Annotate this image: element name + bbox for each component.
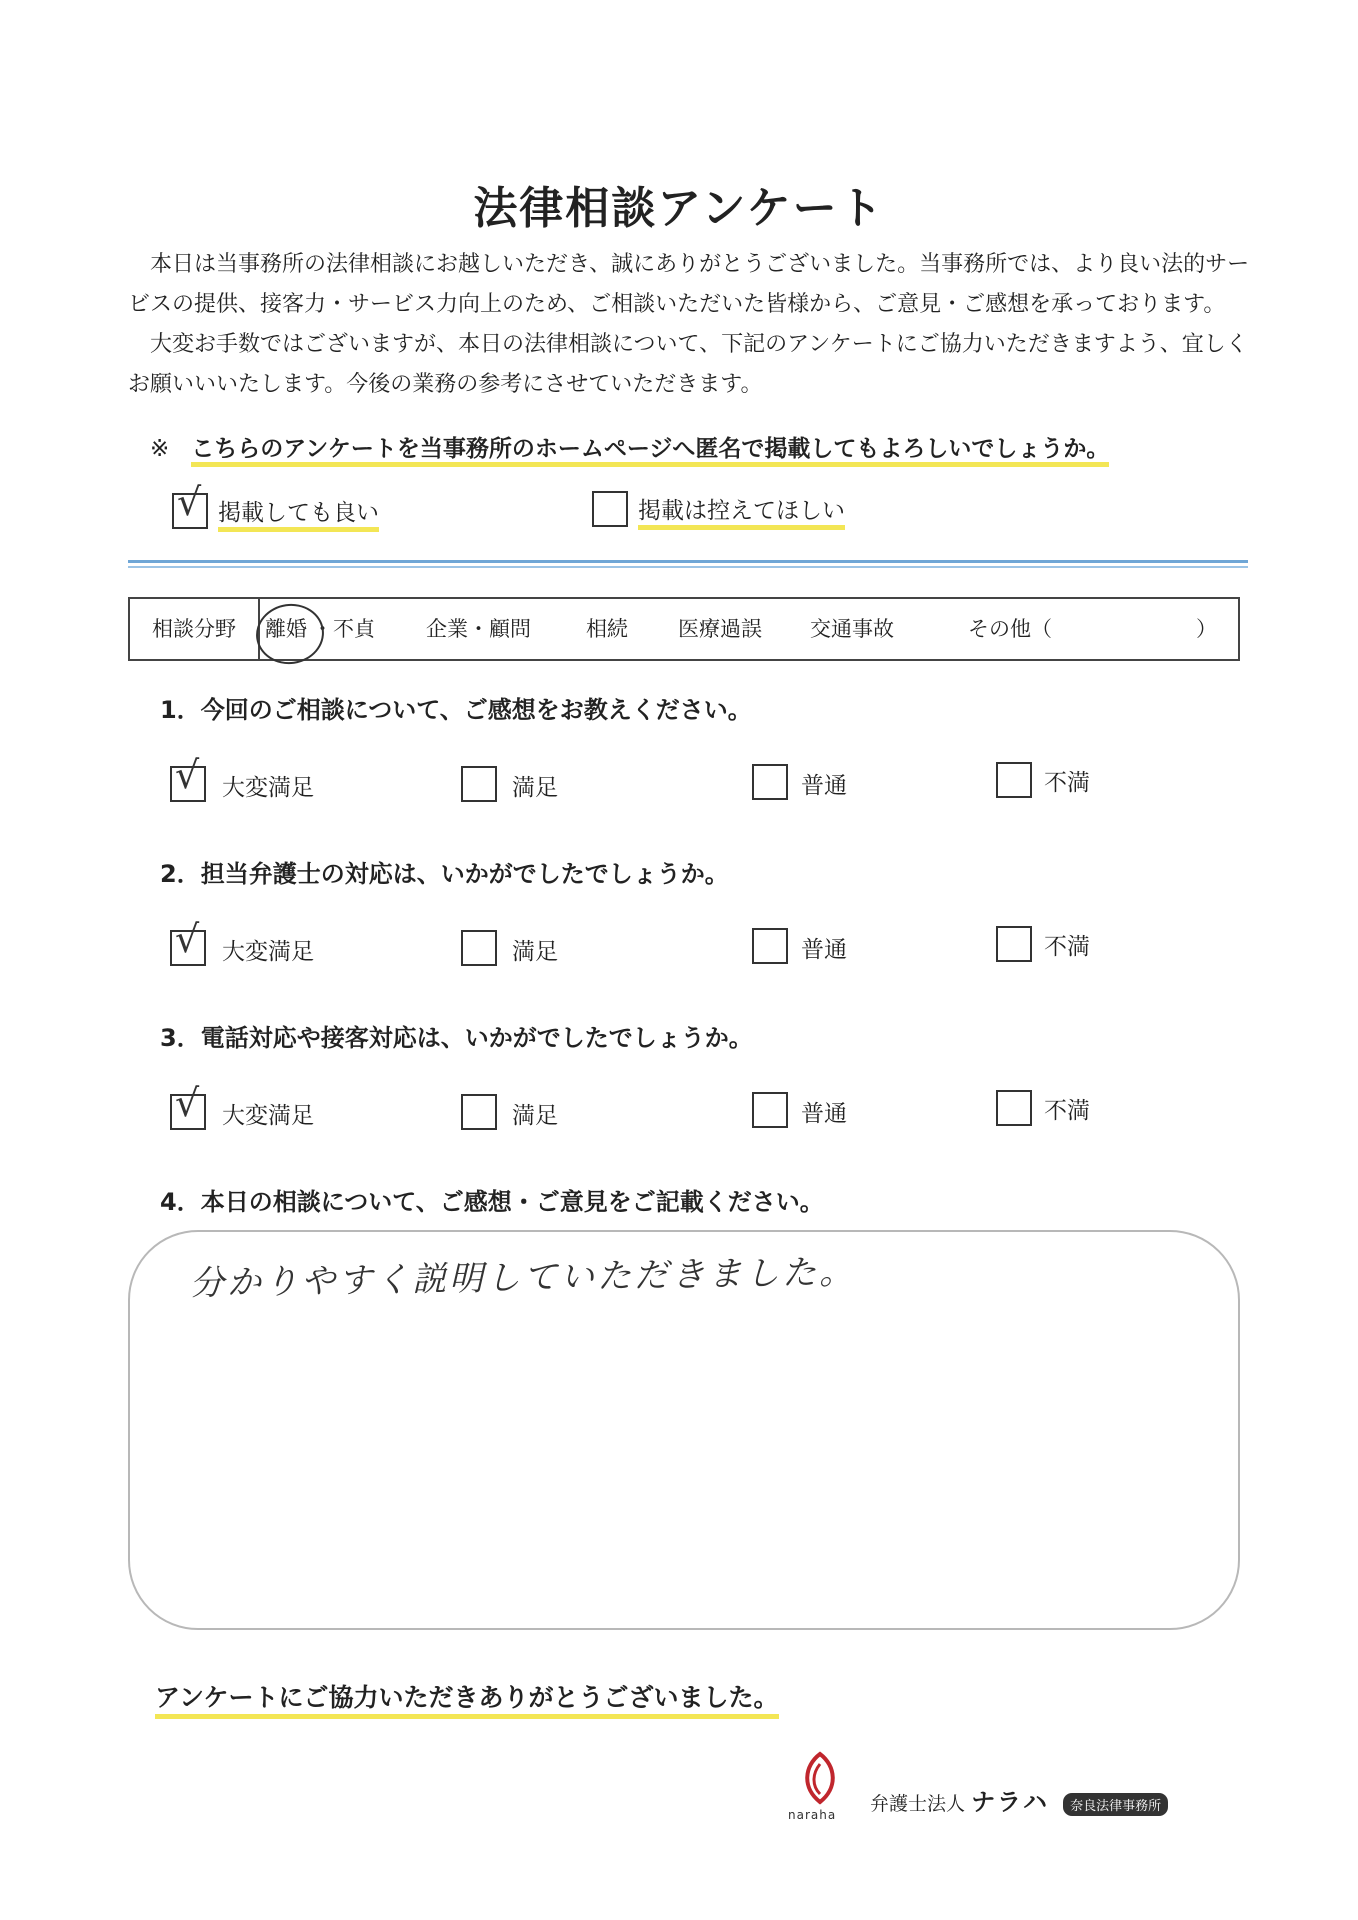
question-2 bbox=[160, 854, 729, 889]
consent-allow-label: 掲載しても良い bbox=[218, 494, 379, 532]
question-number: 1． bbox=[160, 696, 201, 724]
q2-satisfied-checkbox[interactable] bbox=[461, 930, 497, 966]
question-text: 電話対応や接客対応は、いかがでしたでしょうか。 bbox=[200, 1024, 753, 1052]
q3-satisfied-checkbox[interactable] bbox=[461, 1094, 497, 1130]
category-infidelity[interactable]: ・不貞 bbox=[312, 617, 375, 641]
q3-very-satisfied-label: 大変満足 bbox=[222, 1103, 314, 1129]
firm-name: ナラハ bbox=[971, 1788, 1050, 1816]
intro-paragraph-1: 本日は当事務所の法律相談にお越しいただき、誠にありがとうございました。当事務所では、より良い法的サービスの提供、接客力・サービス力向上のため、ご相談いただいた皆様から、ご意見・ご感想を承っております。 bbox=[128, 252, 1250, 317]
q2-normal-label: 普通 bbox=[801, 937, 847, 963]
q1-satisfied-checkbox[interactable] bbox=[461, 766, 497, 802]
note-mark: ※ bbox=[150, 436, 170, 462]
consent-allow-checkbox[interactable] bbox=[172, 480, 208, 529]
category-inheritance[interactable]: 相続 bbox=[586, 617, 628, 641]
question-number: 2． bbox=[160, 860, 201, 888]
check-mark-icon: √ bbox=[175, 917, 200, 961]
q3-very-satisfied-checkbox[interactable] bbox=[170, 1081, 206, 1130]
category-divorce[interactable]: 離婚 bbox=[265, 617, 307, 641]
q1-dissatisfied-label: 不満 bbox=[1044, 770, 1090, 796]
consent-question-text: こちらのアンケートを当事務所のホームページへ匿名で掲載してもよろしいでしょうか。 bbox=[191, 436, 1109, 467]
q2-dissatisfied-label: 不満 bbox=[1044, 934, 1090, 960]
question-3 bbox=[160, 1018, 753, 1053]
q3-normal-label: 普通 bbox=[801, 1101, 847, 1127]
q2-dissatisfied-checkbox[interactable] bbox=[996, 926, 1032, 962]
firm-signature bbox=[870, 1782, 1168, 1817]
thanks-message: アンケートにご協力いただきありがとうございました。 bbox=[155, 1678, 779, 1719]
consent-question bbox=[150, 430, 1109, 463]
section-divider bbox=[128, 560, 1248, 563]
q2-very-satisfied-label: 大変満足 bbox=[222, 939, 314, 965]
check-mark-icon: √ bbox=[175, 753, 200, 797]
q1-normal-checkbox[interactable] bbox=[752, 764, 788, 800]
question-4 bbox=[160, 1182, 824, 1217]
category-medical-malpractice[interactable]: 医療過誤 bbox=[678, 617, 762, 641]
question-number: 4． bbox=[160, 1188, 201, 1216]
q2-satisfied-label: 満足 bbox=[512, 939, 558, 965]
q1-satisfied-label: 満足 bbox=[512, 775, 558, 801]
question-number: 3． bbox=[160, 1024, 201, 1052]
handwritten-answer: 分かりやすく説明していただきました。 bbox=[189, 1252, 857, 1304]
q2-normal-checkbox[interactable] bbox=[752, 928, 788, 964]
firm-prefix: 弁護士法人 bbox=[870, 1793, 966, 1815]
check-mark-icon: √ bbox=[175, 1081, 200, 1125]
q3-normal-checkbox[interactable] bbox=[752, 1092, 788, 1128]
intro-paragraph-2: 大変お手数ではございますが、本日の法律相談について、下記のアンケートにご協力いただきますよう、宜しくお願いいいたします。今後の業務の参考にさせていただきます。 bbox=[128, 332, 1248, 397]
q1-very-satisfied-checkbox[interactable] bbox=[170, 753, 206, 802]
logo-subtext: naraha bbox=[788, 1808, 837, 1822]
category-other[interactable]: その他（ bbox=[968, 617, 1052, 641]
section-divider-secondary bbox=[128, 566, 1248, 568]
category-other-close: ） bbox=[1196, 617, 1217, 641]
check-mark-icon: √ bbox=[177, 480, 202, 524]
q1-very-satisfied-label: 大変満足 bbox=[222, 775, 314, 801]
q1-normal-label: 普通 bbox=[801, 773, 847, 799]
firm-badge: 奈良法律事務所 bbox=[1063, 1793, 1168, 1816]
question-text: 担当弁護士の対応は、いかがでしたでしょうか。 bbox=[200, 860, 729, 888]
q3-dissatisfied-label: 不満 bbox=[1044, 1098, 1090, 1124]
question-text: 本日の相談について、ご感想・ご意見をご記載ください。 bbox=[200, 1188, 824, 1216]
naraha-logo-icon bbox=[790, 1748, 850, 1808]
consent-decline-label: 掲載は控えてほしい bbox=[638, 492, 845, 530]
q1-dissatisfied-checkbox[interactable] bbox=[996, 762, 1032, 798]
category-corporate[interactable]: 企業・顧問 bbox=[426, 617, 531, 641]
page-title: 法律相談アンケート bbox=[473, 183, 885, 234]
category-traffic-accident[interactable]: 交通事故 bbox=[810, 617, 894, 641]
question-text: 今回のご相談について、ご感想をお教えください。 bbox=[200, 696, 752, 724]
consent-decline-checkbox[interactable] bbox=[592, 491, 628, 527]
q2-very-satisfied-checkbox[interactable] bbox=[170, 917, 206, 966]
q3-dissatisfied-checkbox[interactable] bbox=[996, 1090, 1032, 1126]
question-1 bbox=[160, 690, 752, 725]
category-header: 相談分野 bbox=[130, 599, 260, 659]
q3-satisfied-label: 満足 bbox=[512, 1103, 558, 1129]
